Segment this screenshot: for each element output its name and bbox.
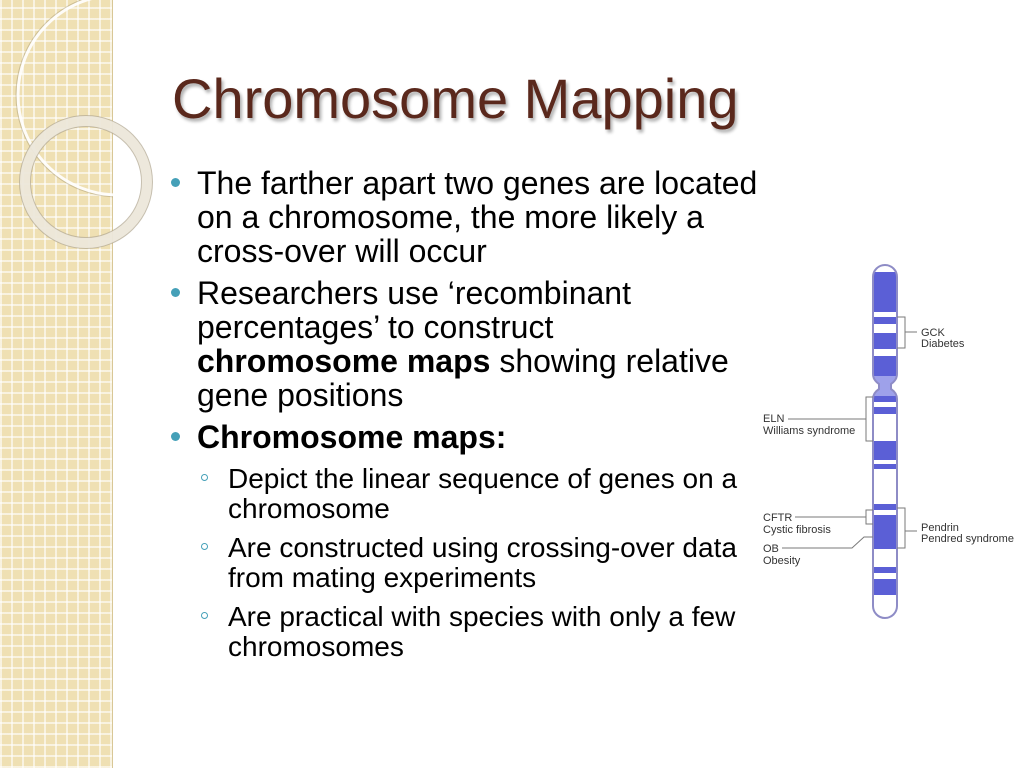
gene-label-eln: ELN	[763, 413, 785, 425]
chromosome-band	[873, 504, 897, 510]
chromosome-band	[873, 356, 897, 376]
bullet-dot-icon	[171, 178, 180, 187]
chromosome-band	[873, 515, 897, 549]
bullet-heading: Chromosome maps:	[197, 419, 507, 455]
condition-label-obesity: Obesity	[763, 555, 801, 567]
bullet-dot-icon	[171, 288, 180, 297]
condition-label-diabetes: Diabetes	[921, 338, 965, 350]
sub-bullet-item	[228, 602, 773, 662]
gene-label-gck: GCK	[921, 327, 945, 339]
chromosome-band	[873, 567, 897, 573]
chromosome-band	[873, 441, 897, 460]
gene-label-pendrin: Pendrin	[921, 522, 959, 534]
condition-label-pendred: Pendred syndrome	[921, 533, 1014, 545]
bullet-list	[197, 165, 785, 662]
pendrin-leader-line	[897, 508, 917, 548]
chromosome-band	[873, 272, 897, 312]
condition-label-cystic-fibrosis: Cystic fibrosis	[763, 524, 831, 536]
gck-leader-line	[897, 317, 917, 348]
chromosome-band	[873, 407, 897, 414]
bullet-item	[197, 166, 782, 268]
gene-label-cftr: CFTR	[763, 512, 793, 524]
gene-label-ob: OB	[763, 543, 779, 555]
sub-bullet-text: Are practical with species with only a few chromosomes	[228, 601, 736, 662]
slide-title: Chromosome Mapping	[172, 67, 739, 130]
bullet-text-part: showing relative gene positions	[197, 343, 729, 413]
chromosome-band	[873, 464, 897, 469]
sub-bullet-ring-icon	[201, 474, 208, 481]
chromosome-band	[873, 333, 897, 349]
chromosome-band	[873, 317, 897, 324]
sub-bullet-text: Depict the linear sequence of genes on a chromosome	[228, 463, 738, 524]
bullet-text	[197, 275, 729, 413]
sub-bullet-text: Are constructed using crossing-over data from mating experiments	[228, 532, 737, 593]
decorative-rings	[0, 0, 160, 260]
bullet-item	[197, 276, 782, 412]
bullet-text: The farther apart two genes are located on a chromosome, the more likely a cross-over will occur	[197, 165, 758, 269]
centromere	[873, 376, 897, 396]
bullet-dot-icon	[171, 432, 180, 441]
chromosome-band	[873, 396, 897, 402]
chromosome-diagram	[756, 260, 1020, 625]
chromosome-band	[873, 579, 897, 595]
small-decorative-ring	[20, 116, 153, 249]
large-decorative-ring	[16, 0, 160, 197]
sub-bullet-item	[228, 533, 773, 593]
sub-bullet-ring-icon	[201, 543, 208, 550]
cftr-leader-line	[795, 510, 873, 524]
ob-leader-line	[782, 537, 873, 548]
bullet-text-emphasis: chromosome maps	[197, 343, 491, 379]
condition-label-williams: Williams syndrome	[763, 425, 856, 437]
sub-bullet-item	[228, 464, 773, 524]
bullet-item	[197, 420, 782, 662]
sub-bullet-ring-icon	[201, 612, 208, 619]
bullet-text-part: Researchers use ‘recombinant percentages’ to construct	[197, 275, 631, 345]
sub-bullet-list	[228, 464, 773, 662]
